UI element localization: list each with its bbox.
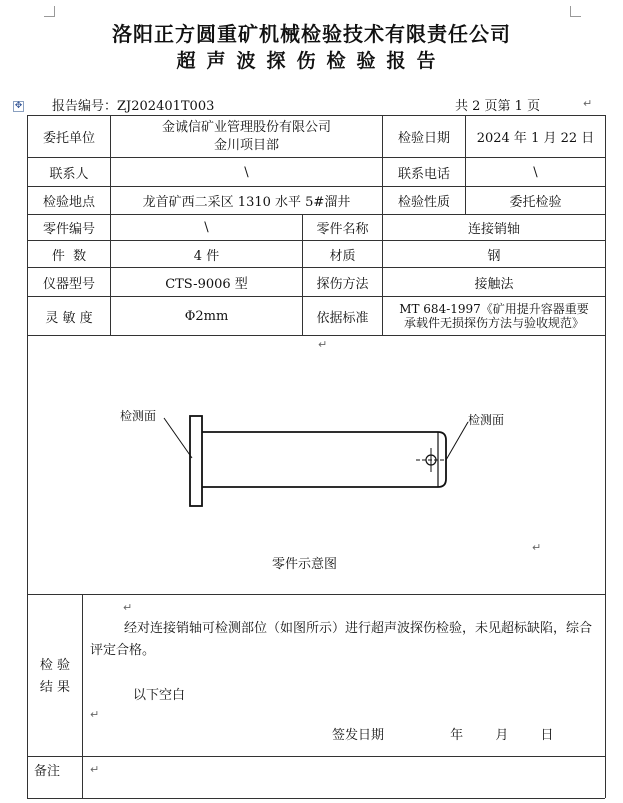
part-name-label: 零件名称: [316, 222, 369, 237]
result-text: 经对连接销轴可检测部位（如图所示）进行超声波探伤检验，未见超标缺陷，综合评定合格。: [90, 621, 593, 658]
table-border-right: [605, 115, 606, 798]
sensitivity-label: 灵 敏 度: [45, 310, 93, 326]
result-label-line2: 结 果: [39, 680, 71, 695]
issue-date-day: 日: [540, 728, 554, 743]
quantity-value: 4 件: [193, 248, 220, 264]
issue-date-year: 年: [450, 728, 464, 743]
left-surface-label: 检测面: [120, 409, 157, 423]
crop-mark-top-right: [570, 6, 581, 17]
standard-label: 依据标准: [316, 310, 369, 326]
location-value: 龙首矿西二采区 1310 水平 5#溜井: [142, 195, 351, 210]
contact-value: \: [244, 164, 249, 180]
phone-label: 联系电话: [397, 166, 450, 182]
quantity-label: 件 数: [51, 248, 87, 264]
paragraph-mark: ↵: [90, 708, 100, 721]
result-label: [28, 655, 82, 699]
sensitivity-value: Φ2mm: [184, 308, 229, 324]
paragraph-mark: ↵: [90, 763, 100, 776]
inspection-date-label: 检验日期: [397, 131, 450, 146]
material-value: 钢: [487, 248, 501, 264]
crop-mark-top-left: [44, 6, 55, 17]
inspection-date-value: 2024 年 1 月 22 日: [476, 131, 595, 146]
standard-value: [383, 297, 605, 335]
col-line: [82, 594, 83, 798]
issue-date-month: 月: [495, 728, 509, 743]
right-surface-label: 检测面: [468, 413, 505, 427]
row-line: [27, 594, 605, 595]
report-title: 超声波探伤检验报告: [176, 50, 447, 72]
method-label: 探伤方法: [316, 276, 369, 292]
instrument-label: 仪器型号: [42, 276, 95, 292]
paragraph-mark: ↵: [123, 601, 133, 614]
part-no-label: 零件编号: [42, 222, 95, 237]
report-number-value: ZJ202401T003: [117, 99, 215, 114]
left-leader-line: [164, 418, 192, 458]
remark-label: 备注: [34, 764, 61, 779]
issue-date: [332, 724, 553, 743]
issue-date-label: 签发日期: [332, 728, 385, 743]
row-line: [27, 756, 605, 757]
nature-value: 委托检验: [509, 195, 562, 210]
diagram-caption: 零件示意图: [272, 557, 338, 572]
right-leader-line: [446, 422, 468, 460]
client-label: 委托单位: [42, 131, 95, 146]
report-number: [52, 95, 214, 114]
blank-note: 以下空白: [133, 688, 186, 703]
phone-value: \: [533, 164, 538, 180]
company-name: 洛阳正方圆重矿机械检验技术有限责任公司: [112, 22, 511, 46]
instrument-value: CTS-9006 型: [165, 276, 248, 292]
material-label: 材质: [329, 248, 356, 264]
standard-value-line2: 承载件无损探伤方法与验收规范》: [403, 316, 584, 330]
client-value: [111, 116, 382, 157]
page-info: 共 2 页第 1 页: [455, 99, 541, 114]
client-value-line1: 金诚信矿业管理股份有限公司: [161, 119, 331, 135]
part-name-value: 连接销轴: [467, 222, 520, 237]
pin-head: [190, 416, 202, 506]
paragraph-mark: ↵: [532, 541, 542, 554]
table-move-handle-icon[interactable]: ✥: [14, 101, 23, 111]
method-value: 接触法: [474, 276, 514, 292]
paragraph-mark: ↵: [583, 97, 593, 110]
standard-value-line1: MT 684-1997《矿用提升容器重要: [399, 302, 589, 316]
table-border-bottom: [27, 798, 605, 799]
client-value-line2: 金川项目部: [213, 137, 279, 153]
nature-label: 检验性质: [397, 195, 450, 210]
contact-label: 联系人: [49, 166, 89, 182]
paragraph-mark: ↵: [318, 338, 328, 351]
part-no-value: \: [204, 220, 209, 235]
report-number-label: 报告编号：: [52, 99, 118, 114]
location-label: 检验地点: [42, 195, 95, 210]
pin-shaft: [202, 432, 446, 487]
result-label-line1: 检 验: [39, 658, 71, 673]
